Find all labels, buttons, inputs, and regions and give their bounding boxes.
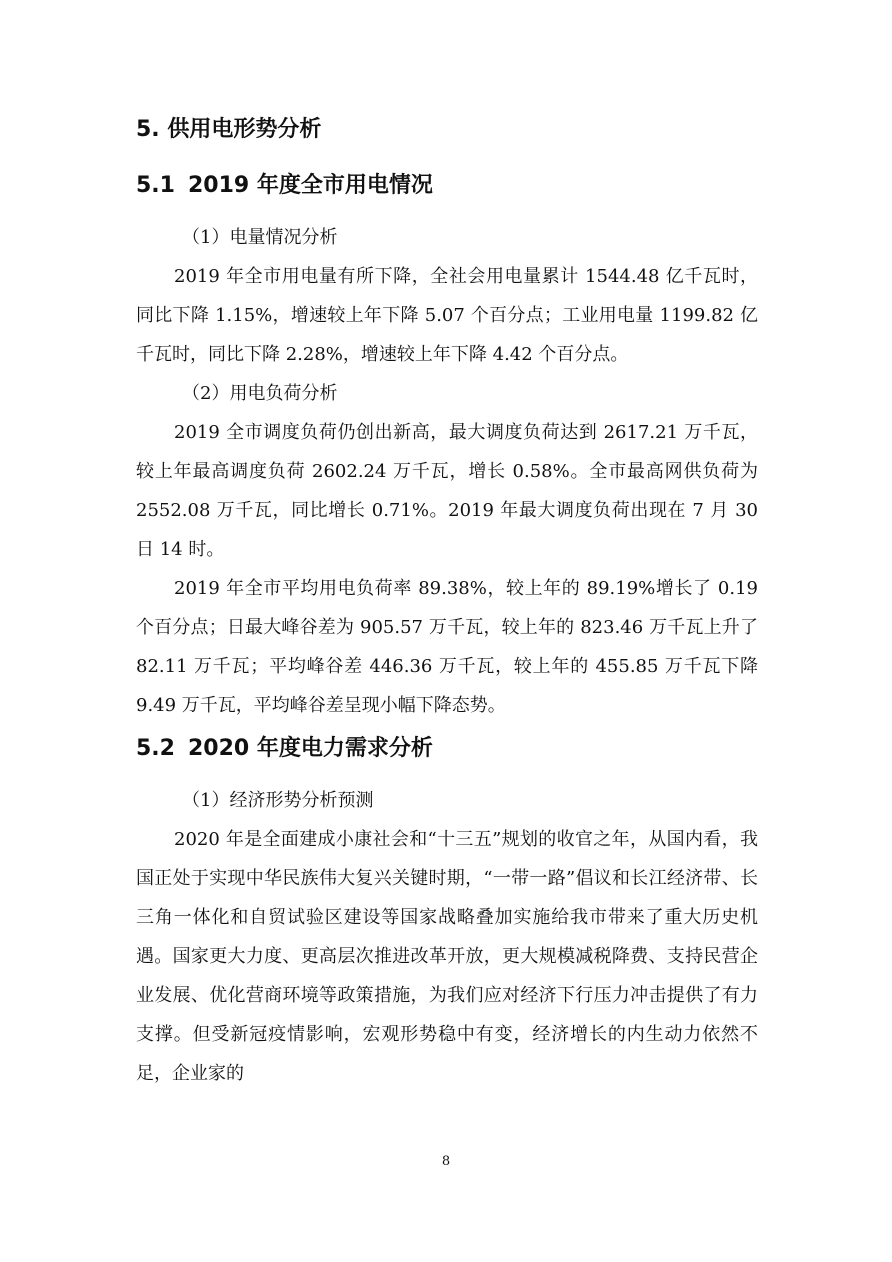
subheading-electricity-volume: （1）电量情况分析	[182, 227, 338, 248]
section-5-heading: 5. 供用电形势分析	[136, 117, 322, 142]
section-5-1-heading	[136, 166, 758, 206]
subheading-load-analysis: （2）用电负荷分析	[182, 383, 338, 404]
section-5-1-number: 5.1	[136, 173, 175, 198]
page-number: 8	[441, 1154, 451, 1169]
paragraph-load-rate: 2019 年全市平均用电负荷率 89.38%，较上年的 89.19%增长了 0.19 个百分点；日最大峰谷差为 905.57 万千瓦，较上年的 823.46 万千瓦上升了 82.11 万千瓦；平均峰谷差 446.36 万千瓦，较上年的 455.85 万千瓦下降 9.49 万千瓦，平均峰谷差呈现小幅下降态势。	[136, 578, 758, 716]
paragraph-economic-forecast: 2020 年是全面建成小康社会和“十三五”规划的收官之年，从国内看，我国正处于实现中华民族伟大复兴关键时期，“一带一路”倡议和长江经济带、长三角一体化和自贸试验区建设等国家战略叠加实施给我市带来了重大历史机遇。国家更大力度、更高层次推进改革开放，更大规模减税降费、支持民营企业发展、优化营商环境等政策措施，为我们应对经济下行压力冲击提供了有力支撑。但受新冠疫情影响，宏观形势稳中有变，经济增长的内生动力依然不足，企业家的	[136, 829, 758, 1084]
section-5-2-heading	[136, 729, 758, 769]
document-page	[136, 110, 758, 1093]
paragraph-electricity-volume: 2019 年全市用电量有所下降，全社会用电量累计 1544.48 亿千瓦时，同比下降 1.15%，增速较上年下降 5.07 个百分点；工业用电量 1199.82 亿千瓦时，同比下降 2.28%，增速较上年下降 4.42 个百分点。	[136, 266, 758, 365]
subheading-economic-forecast: （1）经济形势分析预测	[182, 790, 374, 811]
section-5-2-number: 5.2	[136, 736, 175, 761]
section-5-2-title: 2020 年度电力需求分析	[188, 736, 433, 761]
section-5-1-title: 2019 年度全市用电情况	[188, 173, 433, 198]
paragraph-dispatch-load: 2019 全市调度负荷仍创出新高，最大调度负荷达到 2617.21 万千瓦，较上年最高调度负荷 2602.24 万千瓦，增长 0.58%。全市最高网供负荷为 2552.08 万千瓦，同比增长 0.71%。2019 年最大调度负荷出现在 7 月 30 日 14 时。	[136, 422, 758, 560]
